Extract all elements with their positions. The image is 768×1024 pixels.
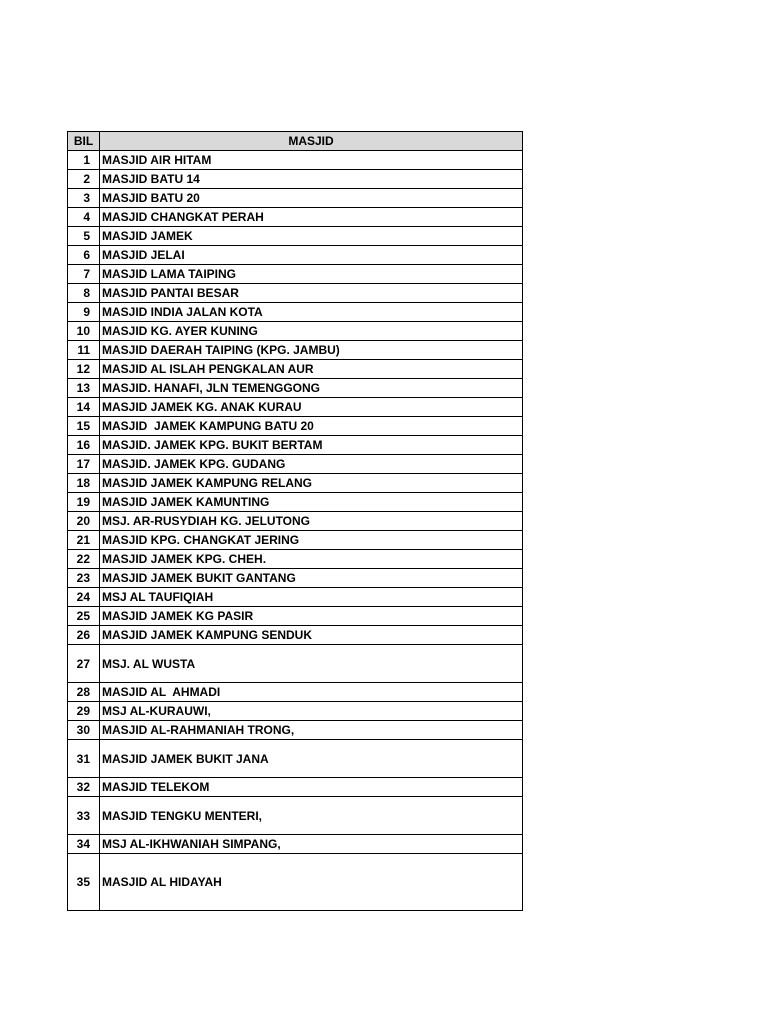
row-number-cell: 6 — [68, 246, 100, 265]
masjid-name-cell: MASJID JAMEK KAMUNTING — [100, 493, 523, 512]
row-number-cell: 12 — [68, 360, 100, 379]
bil-column-header: BIL — [68, 132, 100, 151]
table-row — [68, 493, 523, 512]
row-number-cell: 9 — [68, 303, 100, 322]
masjid-name-cell: MASJID BATU 20 — [100, 189, 523, 208]
row-number-cell: 2 — [68, 170, 100, 189]
row-number-cell: 28 — [68, 683, 100, 702]
table-row — [68, 398, 523, 417]
table-row — [68, 151, 523, 170]
masjid-name-cell: MASJID JAMEK KG. ANAK KURAU — [100, 398, 523, 417]
table-row — [68, 702, 523, 721]
table-row — [68, 550, 523, 569]
row-number-cell: 10 — [68, 322, 100, 341]
table-row — [68, 436, 523, 455]
masjid-name-cell: MASJID JAMEK KAMPUNG BATU 20 — [100, 417, 523, 436]
masjid-name-cell: MSJ AL TAUFIQIAH — [100, 588, 523, 607]
row-number-cell: 19 — [68, 493, 100, 512]
masjid-name-cell: MASJID PANTAI BESAR — [100, 284, 523, 303]
masjid-name-cell: MASJID INDIA JALAN KOTA — [100, 303, 523, 322]
table-row — [68, 645, 523, 683]
table-body — [68, 151, 523, 911]
table-row — [68, 740, 523, 778]
masjid-name-cell: MASJID DAERAH TAIPING (KPG. JAMBU) — [100, 341, 523, 360]
row-number-cell: 22 — [68, 550, 100, 569]
row-number-cell: 30 — [68, 721, 100, 740]
row-number-cell: 33 — [68, 797, 100, 835]
table-row — [68, 189, 523, 208]
row-number-cell: 8 — [68, 284, 100, 303]
row-number-cell: 18 — [68, 474, 100, 493]
table-row — [68, 797, 523, 835]
table-row — [68, 854, 523, 911]
masjid-name-cell: MSJ AL-KURAUWI, — [100, 702, 523, 721]
masjid-name-cell: MASJID JAMEK KAMPUNG RELANG — [100, 474, 523, 493]
row-number-cell: 23 — [68, 569, 100, 588]
masjid-name-cell: MASJID AL HIDAYAH — [100, 854, 523, 911]
row-number-cell: 16 — [68, 436, 100, 455]
masjid-name-cell: MASJID BATU 14 — [100, 170, 523, 189]
masjid-name-cell: MASJID AIR HITAM — [100, 151, 523, 170]
table-row — [68, 303, 523, 322]
table-row — [68, 417, 523, 436]
masjid-name-cell: MSJ. AL WUSTA — [100, 645, 523, 683]
row-number-cell: 7 — [68, 265, 100, 284]
row-number-cell: 13 — [68, 379, 100, 398]
table-row — [68, 265, 523, 284]
masjid-name-cell: MASJID TENGKU MENTERI, — [100, 797, 523, 835]
row-number-cell: 25 — [68, 607, 100, 626]
row-number-cell: 5 — [68, 227, 100, 246]
table-row — [68, 683, 523, 702]
masjid-name-cell: MSJ AL-IKHWANIAH SIMPANG, — [100, 835, 523, 854]
masjid-column-header: MASJID — [100, 132, 523, 151]
table-row — [68, 474, 523, 493]
masjid-table — [67, 131, 523, 911]
masjid-name-cell: MASJID JAMEK KPG. CHEH. — [100, 550, 523, 569]
masjid-name-cell: MASJID JAMEK BUKIT JANA — [100, 740, 523, 778]
row-number-cell: 35 — [68, 854, 100, 911]
masjid-name-cell: MASJID JAMEK — [100, 227, 523, 246]
row-number-cell: 20 — [68, 512, 100, 531]
header-row — [68, 132, 523, 151]
row-number-cell: 17 — [68, 455, 100, 474]
row-number-cell: 3 — [68, 189, 100, 208]
masjid-name-cell: MASJID JAMEK KG PASIR — [100, 607, 523, 626]
table-row — [68, 588, 523, 607]
masjid-name-cell: MASJID. JAMEK KPG. BUKIT BERTAM — [100, 436, 523, 455]
table-row — [68, 208, 523, 227]
masjid-name-cell: MASJID JAMEK KAMPUNG SENDUK — [100, 626, 523, 645]
masjid-name-cell: MASJID AL AHMADI — [100, 683, 523, 702]
masjid-name-cell: MASJID AL-RAHMANIAH TRONG, — [100, 721, 523, 740]
table-row — [68, 322, 523, 341]
row-number-cell: 29 — [68, 702, 100, 721]
table-row — [68, 778, 523, 797]
table-row — [68, 284, 523, 303]
table-row — [68, 170, 523, 189]
masjid-name-cell: MASJID TELEKOM — [100, 778, 523, 797]
table-row — [68, 246, 523, 265]
table-row — [68, 379, 523, 398]
row-number-cell: 21 — [68, 531, 100, 550]
table-row — [68, 721, 523, 740]
table-row — [68, 455, 523, 474]
row-number-cell: 24 — [68, 588, 100, 607]
row-number-cell: 26 — [68, 626, 100, 645]
row-number-cell: 34 — [68, 835, 100, 854]
table-row — [68, 341, 523, 360]
table-row — [68, 531, 523, 550]
table-row — [68, 607, 523, 626]
table-row — [68, 227, 523, 246]
table-row — [68, 360, 523, 379]
row-number-cell: 1 — [68, 151, 100, 170]
row-number-cell: 15 — [68, 417, 100, 436]
row-number-cell: 27 — [68, 645, 100, 683]
table-row — [68, 835, 523, 854]
masjid-name-cell: MASJID AL ISLAH PENGKALAN AUR — [100, 360, 523, 379]
masjid-name-cell: MASJID KG. AYER KUNING — [100, 322, 523, 341]
masjid-name-cell: MASJID JAMEK BUKIT GANTANG — [100, 569, 523, 588]
masjid-name-cell: MASJID JELAI — [100, 246, 523, 265]
table-row — [68, 626, 523, 645]
row-number-cell: 14 — [68, 398, 100, 417]
row-number-cell: 11 — [68, 341, 100, 360]
masjid-name-cell: MASJID. HANAFI, JLN TEMENGGONG — [100, 379, 523, 398]
row-number-cell: 32 — [68, 778, 100, 797]
row-number-cell: 31 — [68, 740, 100, 778]
table-row — [68, 512, 523, 531]
masjid-name-cell: MASJID. JAMEK KPG. GUDANG — [100, 455, 523, 474]
masjid-name-cell: MASJID KPG. CHANGKAT JERING — [100, 531, 523, 550]
masjid-name-cell: MSJ. AR-RUSYDIAH KG. JELUTONG — [100, 512, 523, 531]
table-row — [68, 569, 523, 588]
masjid-name-cell: MASJID CHANGKAT PERAH — [100, 208, 523, 227]
masjid-name-cell: MASJID LAMA TAIPING — [100, 265, 523, 284]
row-number-cell: 4 — [68, 208, 100, 227]
